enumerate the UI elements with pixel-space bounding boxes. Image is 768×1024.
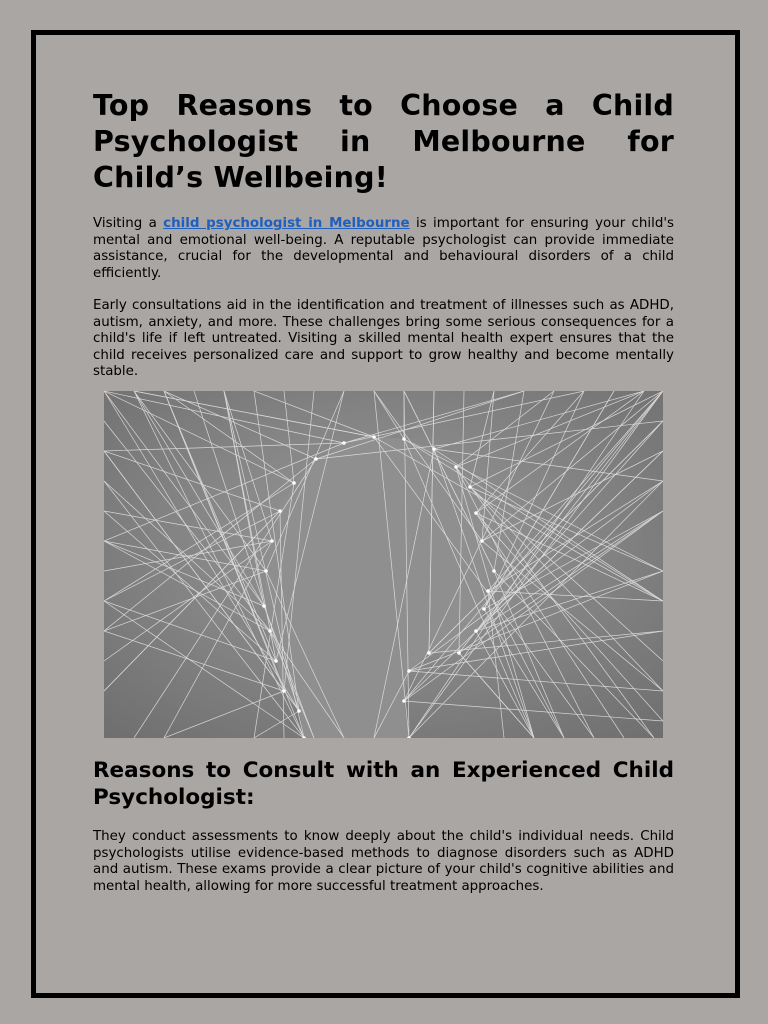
child-psychologist-link[interactable]: child psychologist in Melbourne xyxy=(163,216,410,231)
string-art-head-silhouette-image xyxy=(104,391,663,738)
page-title: Top Reasons to Choose a Child Psychologist in Melbourne for Child’s Wellbeing! xyxy=(93,89,674,194)
article-body xyxy=(93,88,674,397)
consultation-paragraph: Early consultations aid in the identification and treatment of illnesses such as ADHD, autism, anxiety, and more. These challenges bring some serious consequences for a child's life if left untreated. Visiting a skilled mental health expert ensures that the child receives personalized care and support to grow healthy and become mentally stable. xyxy=(93,298,674,379)
section-heading: Reasons to Consult with an Experienced Child Psychologist: xyxy=(93,758,674,810)
intro-text-before-link: Visiting a xyxy=(93,216,164,231)
assessment-paragraph: They conduct assessments to know deeply about the child's individual needs. Child psychologists utilise evidence-based methods to diagnose disorders such as ADHD and autism. These exams provide a clear picture of your child's cognitive abilities and mental health, allowing for more successful treatment approaches. xyxy=(93,829,674,894)
reasons-section xyxy=(93,757,674,911)
intro-text-after-link: is important for ensuring your child's mental and emotional well-being. A reputable psychologist can provide immediate assistance, crucial for the developmental and behavioural disorders of a child efficiently. xyxy=(93,216,674,281)
intro-paragraph xyxy=(93,216,674,282)
